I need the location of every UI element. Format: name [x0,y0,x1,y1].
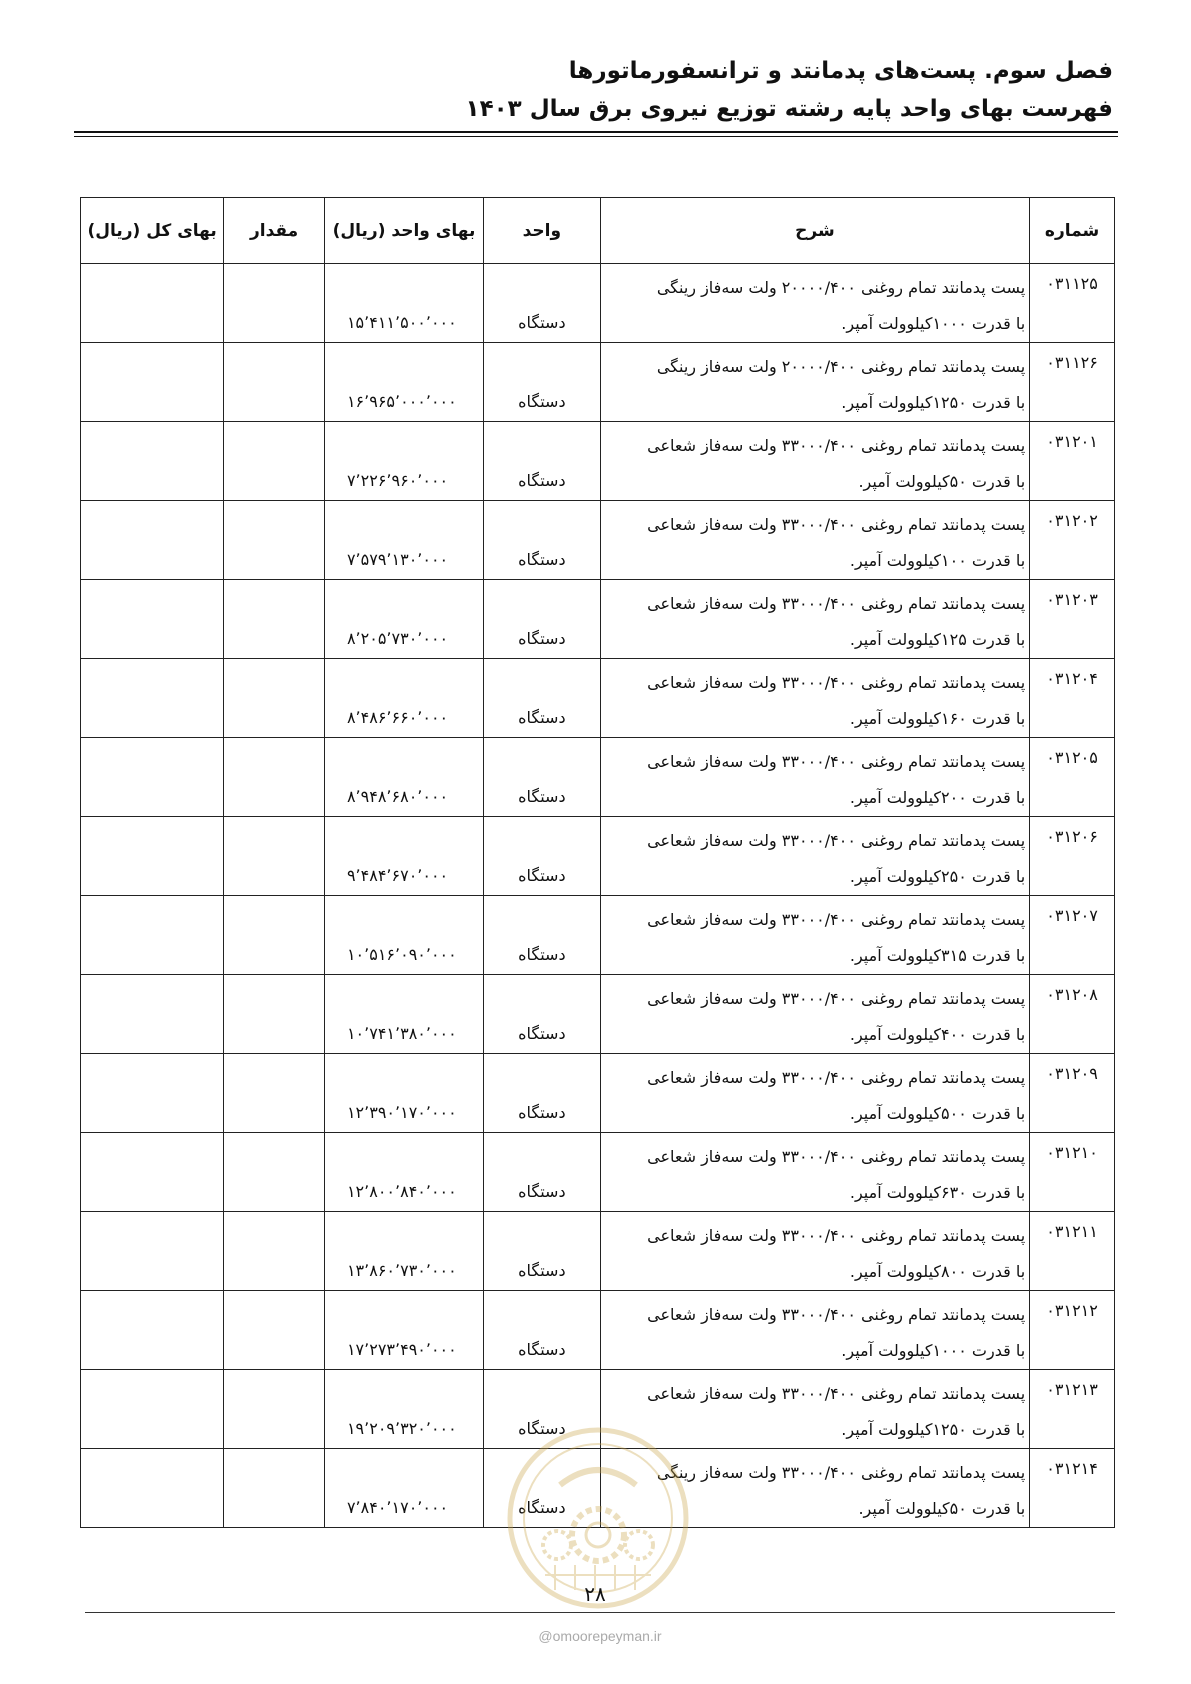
description-line-1: پست پدمانتد تمام روغنی ۳۳۰۰۰/۴۰۰ ولت سه‌فاز شعاعی [647,831,1026,850]
table-row [81,817,1115,896]
item-code-cell: ۰۳۱۲۱۳ [1030,1370,1115,1449]
item-unit-price-cell: ۸٬۹۴۸٬۶۸۰٬۰۰۰ [324,738,483,817]
column-header-code: شماره [1030,198,1115,264]
description-line-1: پست پدمانتد تمام روغنی ۳۳۰۰۰/۴۰۰ ولت سه‌فاز رینگی [656,1463,1026,1482]
item-unit-cell: دستگاه [484,659,601,738]
description-line-1: پست پدمانتد تمام روغنی ۳۳۰۰۰/۴۰۰ ولت سه‌فاز شعاعی [647,752,1026,771]
item-quantity-cell [224,422,325,501]
item-unit-cell: دستگاه [484,1370,601,1449]
item-quantity-cell [224,1370,325,1449]
description-line-1: پست پدمانتد تمام روغنی ۳۳۰۰۰/۴۰۰ ولت سه‌فاز شعاعی [647,673,1026,692]
item-total-price-cell [81,738,224,817]
item-total-price-cell [81,580,224,659]
item-code-cell: ۰۳۱۲۰۷ [1030,896,1115,975]
description-line-1: پست پدمانتد تمام روغنی ۳۳۰۰۰/۴۰۰ ولت سه‌فاز شعاعی [647,1305,1026,1324]
item-unit-cell: دستگاه [484,501,601,580]
description-line-1: پست پدمانتد تمام روغنی ۳۳۰۰۰/۴۰۰ ولت سه‌فاز شعاعی [647,594,1026,613]
item-code-cell: ۰۳۱۲۰۸ [1030,975,1115,1054]
item-unit-price-cell: ۷٬۲۲۶٬۹۶۰٬۰۰۰ [324,422,483,501]
item-description-cell [600,738,1030,817]
item-unit-price-cell: ۱۵٬۴۱۱٬۵۰۰٬۰۰۰ [324,264,483,343]
description-line-2: با قدرت ۶۳۰کیلوولت آمپر. [849,1183,1026,1202]
item-quantity-cell [224,501,325,580]
description-line-1: پست پدمانتد تمام روغنی ۳۳۰۰۰/۴۰۰ ولت سه‌فاز شعاعی [647,910,1026,929]
item-unit-cell: دستگاه [484,738,601,817]
description-line-1: پست پدمانتد تمام روغنی ۳۳۰۰۰/۴۰۰ ولت سه‌فاز شعاعی [647,515,1026,534]
item-unit-price-cell: ۱۶٬۹۶۵٬۰۰۰٬۰۰۰ [324,343,483,422]
item-unit-price-cell: ۷٬۸۴۰٬۱۷۰٬۰۰۰ [324,1449,483,1528]
item-unit-cell: دستگاه [484,1449,601,1528]
table-row [81,659,1115,738]
header-rule-thin [74,136,1118,137]
item-unit-cell: دستگاه [484,422,601,501]
description-line-2: با قدرت ۱۰۰۰کیلوولت آمپر. [841,1341,1026,1360]
item-total-price-cell [81,343,224,422]
table-row [81,896,1115,975]
item-code-cell: ۰۳۱۲۰۲ [1030,501,1115,580]
header-rule-thick [74,131,1118,133]
item-code-cell: ۰۳۱۱۲۵ [1030,264,1115,343]
item-unit-price-cell: ۱۰٬۵۱۶٬۰۹۰٬۰۰۰ [324,896,483,975]
description-line-2: با قدرت ۳۱۵کیلوولت آمپر. [849,946,1026,965]
column-header-total-price: بهای کل (ریال) [81,198,224,264]
description-line-2: با قدرت ۲۵۰کیلوولت آمپر. [849,867,1026,886]
item-unit-cell: دستگاه [484,1133,601,1212]
item-quantity-cell [224,580,325,659]
item-total-price-cell [81,975,224,1054]
description-line-2: با قدرت ۵۰کیلوولت آمپر. [858,1499,1026,1518]
item-unit-cell: دستگاه [484,580,601,659]
item-quantity-cell [224,1449,325,1528]
item-total-price-cell [81,1054,224,1133]
item-quantity-cell [224,1054,325,1133]
item-code-cell: ۰۳۱۲۰۴ [1030,659,1115,738]
description-line-1: پست پدمانتد تمام روغنی ۳۳۰۰۰/۴۰۰ ولت سه‌فاز شعاعی [647,1147,1026,1166]
description-line-2: با قدرت ۱۲۵۰کیلوولت آمپر. [841,393,1026,412]
item-total-price-cell [81,1291,224,1370]
table-row [81,975,1115,1054]
column-header-description: شرح [600,198,1030,264]
item-description-cell [600,1212,1030,1291]
item-total-price-cell [81,264,224,343]
table-row [81,580,1115,659]
item-unit-price-cell: ۸٬۲۰۵٬۷۳۰٬۰۰۰ [324,580,483,659]
item-unit-cell: دستگاه [484,817,601,896]
description-line-2: با قدرت ۱۰۰کیلوولت آمپر. [849,551,1026,570]
item-description-cell [600,817,1030,896]
description-line-1: پست پدمانتد تمام روغنی ۳۳۰۰۰/۴۰۰ ولت سه‌فاز شعاعی [647,1068,1026,1087]
item-total-price-cell [81,501,224,580]
price-table [80,197,1115,1528]
description-line-1: پست پدمانتد تمام روغنی ۳۳۰۰۰/۴۰۰ ولت سه‌فاز شعاعی [647,1384,1026,1403]
item-unit-price-cell: ۸٬۴۸۶٬۶۶۰٬۰۰۰ [324,659,483,738]
item-description-cell [600,501,1030,580]
item-unit-cell: دستگاه [484,343,601,422]
table-row [81,738,1115,817]
table-body [81,264,1115,1528]
item-unit-cell: دستگاه [484,975,601,1054]
item-description-cell [600,1291,1030,1370]
item-unit-price-cell: ۱۲٬۸۰۰٬۸۴۰٬۰۰۰ [324,1133,483,1212]
column-header-quantity: مقدار [224,198,325,264]
website-watermark: @omoorepeyman.ir [538,1628,662,1644]
item-description-cell [600,580,1030,659]
description-line-2: با قدرت ۲۰۰کیلوولت آمپر. [849,788,1026,807]
item-code-cell: ۰۳۱۱۲۶ [1030,343,1115,422]
item-code-cell: ۰۳۱۲۱۱ [1030,1212,1115,1291]
item-code-cell: ۰۳۱۲۰۱ [1030,422,1115,501]
column-header-unit-price: بهای واحد (ریال) [324,198,483,264]
table-row [81,1291,1115,1370]
item-total-price-cell [81,659,224,738]
table-row [81,501,1115,580]
item-total-price-cell [81,1449,224,1528]
table-header-row [81,198,1115,264]
item-description-cell [600,659,1030,738]
table-row [81,264,1115,343]
item-unit-price-cell: ۷٬۵۷۹٬۱۳۰٬۰۰۰ [324,501,483,580]
item-description-cell [600,343,1030,422]
item-quantity-cell [224,1133,325,1212]
table-row [81,343,1115,422]
price-list-title: فهرست بهای واحد پایه رشته توزیع نیروی برق سال ۱۴۰۳ [465,96,1113,122]
item-unit-price-cell: ۹٬۴۸۴٬۶۷۰٬۰۰۰ [324,817,483,896]
item-unit-cell: دستگاه [484,264,601,343]
item-unit-price-cell: ۱۳٬۸۶۰٬۷۳۰٬۰۰۰ [324,1212,483,1291]
description-line-2: با قدرت ۱۶۰کیلوولت آمپر. [849,709,1026,728]
table-row [81,1133,1115,1212]
description-line-1: پست پدمانتد تمام روغنی ۲۰۰۰۰/۴۰۰ ولت سه‌فاز رینگی [656,278,1026,297]
description-line-2: با قدرت ۱۰۰۰کیلوولت آمپر. [841,314,1026,333]
item-unit-price-cell: ۱۷٬۲۷۳٬۴۹۰٬۰۰۰ [324,1291,483,1370]
item-total-price-cell [81,1370,224,1449]
item-quantity-cell [224,264,325,343]
item-quantity-cell [224,896,325,975]
description-line-2: با قدرت ۱۲۵۰کیلوولت آمپر. [841,1420,1026,1439]
item-code-cell: ۰۳۱۲۱۲ [1030,1291,1115,1370]
item-unit-price-cell: ۱۹٬۲۰۹٬۳۲۰٬۰۰۰ [324,1370,483,1449]
item-description-cell [600,1133,1030,1212]
item-description-cell [600,896,1030,975]
item-quantity-cell [224,1212,325,1291]
item-total-price-cell [81,422,224,501]
item-quantity-cell [224,738,325,817]
chapter-title: فصل سوم. پست‌های پدمانتد و ترانسفورماتورها [568,58,1113,84]
footer-rule [85,1612,1115,1613]
item-description-cell [600,264,1030,343]
item-quantity-cell [224,659,325,738]
item-code-cell: ۰۳۱۲۱۰ [1030,1133,1115,1212]
item-unit-cell: دستگاه [484,896,601,975]
item-description-cell [600,975,1030,1054]
item-unit-cell: دستگاه [484,1054,601,1133]
description-line-2: با قدرت ۵۰۰کیلوولت آمپر. [849,1104,1026,1123]
description-line-1: پست پدمانتد تمام روغنی ۳۳۰۰۰/۴۰۰ ولت سه‌فاز شعاعی [647,1226,1026,1245]
item-total-price-cell [81,1133,224,1212]
item-description-cell [600,422,1030,501]
item-unit-cell: دستگاه [484,1212,601,1291]
item-unit-price-cell: ۱۰٬۷۴۱٬۳۸۰٬۰۰۰ [324,975,483,1054]
item-total-price-cell [81,1212,224,1291]
column-header-unit: واحد [484,198,601,264]
description-line-2: با قدرت ۱۲۵کیلوولت آمپر. [849,630,1026,649]
item-code-cell: ۰۳۱۲۰۶ [1030,817,1115,896]
item-code-cell: ۰۳۱۲۰۵ [1030,738,1115,817]
description-line-1: پست پدمانتد تمام روغنی ۲۰۰۰۰/۴۰۰ ولت سه‌فاز رینگی [656,357,1026,376]
item-code-cell: ۰۳۱۲۱۴ [1030,1449,1115,1528]
table-row [81,1054,1115,1133]
item-quantity-cell [224,817,325,896]
item-description-cell [600,1054,1030,1133]
description-line-1: پست پدمانتد تمام روغنی ۳۳۰۰۰/۴۰۰ ولت سه‌فاز شعاعی [647,989,1026,1008]
table-row [81,422,1115,501]
table-row [81,1212,1115,1291]
description-line-2: با قدرت ۵۰کیلوولت آمپر. [858,472,1026,491]
item-quantity-cell [224,1291,325,1370]
page-number: ۲۸ [584,1582,606,1606]
item-code-cell: ۰۳۱۲۰۳ [1030,580,1115,659]
item-quantity-cell [224,343,325,422]
description-line-2: با قدرت ۸۰۰کیلوولت آمپر. [849,1262,1026,1281]
item-code-cell: ۰۳۱۲۰۹ [1030,1054,1115,1133]
item-unit-price-cell: ۱۲٬۳۹۰٬۱۷۰٬۰۰۰ [324,1054,483,1133]
item-total-price-cell [81,896,224,975]
item-unit-cell: دستگاه [484,1291,601,1370]
item-total-price-cell [81,817,224,896]
description-line-2: با قدرت ۴۰۰کیلوولت آمپر. [849,1025,1026,1044]
description-line-1: پست پدمانتد تمام روغنی ۳۳۰۰۰/۴۰۰ ولت سه‌فاز شعاعی [647,436,1026,455]
item-quantity-cell [224,975,325,1054]
